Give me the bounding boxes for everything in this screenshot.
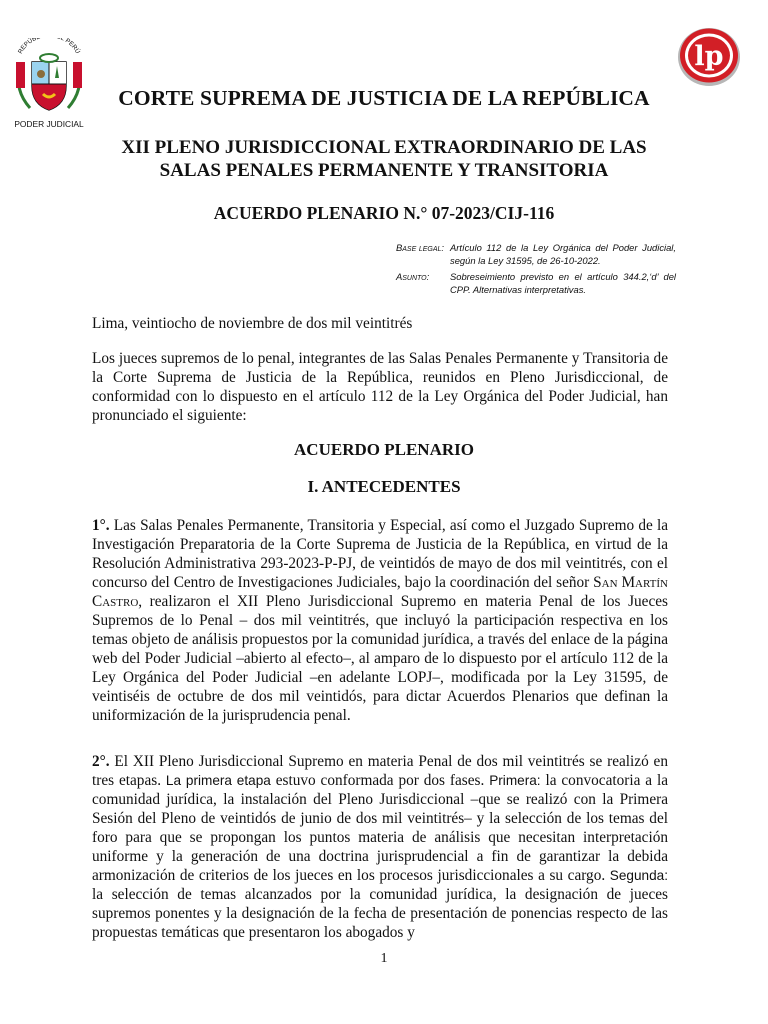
asunto-row: [396, 271, 676, 296]
crest-text-bottom: PODER JUDICIAL: [14, 119, 84, 129]
paragraph-2-text-e: la convocatoria a la comunidad jurídica, la instalación del Pleno Jurisdiccional –que se realizó con la Primera Sesión del Pleno de veintidós de junio de dos mil veintitrés– y la selección de los temas del foro para que se propongan los puntos materia de análisis que necesitan interpretación uniforme y la generación de una doctrina jurisprudencial a fin de garantizar la debida armonización de criterios de los jueces en los procesos jurisdiccionales a su cargo.: [92, 772, 668, 884]
paragraph-1: [92, 516, 668, 725]
intro-paragraph: Los jueces supremos de lo penal, integrantes de las Salas Penales Permanente y Transitoria de la Corte Suprema de Justicia de la República, reunidos en Pleno Jurisdiccional, de conformidad con lo dispuesto en el artículo 112 de la Ley Orgánica del Poder Judicial, han pronunciado el siguiente:: [92, 350, 668, 424]
lp-logo-text: lp: [694, 41, 724, 72]
paragraph-2-text-c: estuvo conformada por dos fases.: [270, 772, 490, 789]
asunto-value: Sobreseimiento previsto en el artículo 344.2,‘d’ del CPP. Alternativas interpretativas.: [450, 271, 676, 295]
paragraph-1-text-a: Las Salas Penales Permanente, Transitoria y Especial, así como el Juzgado Supremo de la Investigación Preparatoria de la Corte Suprema de Justicia de la República, en virtud de la Resolución Administrativa 293-2023-P-PJ, de veintidós de mayo de dos mil veintitrés, con el concurso del Centro de Investigaciones Judiciales, bajo la coordinación del señor: [92, 517, 668, 591]
pleno-title: [60, 136, 708, 182]
asunto-key: Asunto:: [396, 271, 430, 282]
paragraph-2: [92, 752, 668, 942]
paragraph-2-first-label: Primera:: [489, 773, 541, 788]
document-metadata: [396, 242, 676, 300]
crest-text-top: REPÚB L PERÚ: [16, 38, 82, 56]
court-title: CORTE SUPREMA DE JUSTICIA DE LA REPÚBLICA: [118, 86, 650, 110]
base-legal-row: [396, 242, 676, 267]
paragraph-2-number: 2°.: [92, 753, 110, 770]
acuerdo-number-title: ACUERDO PLENARIO N.° 07-2023/CIJ-116: [213, 203, 555, 223]
lp-logo: [676, 26, 742, 88]
pleno-title-line-2: SALAS PENALES PERMANENTE Y TRANSITORIA: [159, 160, 609, 181]
poder-judicial-crest: [10, 38, 88, 130]
paragraph-2-text-b: La primera etapa: [165, 773, 271, 788]
svg-text:REPÚBLICA DEL PERÚ: [17, 38, 83, 55]
base-legal-key: Base legal:: [396, 242, 445, 253]
paragraph-1-text-b: , realizaron el XII Pleno Jurisdiccional Supremo en materia Penal de los Jueces Supremos de lo Penal – dos mil veintitrés, que incluyó la participación respectiva en los temas objeto de análisis propuestos por la comunidad jurídica, a través del enlace de la página web del Poder Judicial –abierto al efecto–, al amparo de lo dispuesto por el artículo 112 de la Ley Orgánica del Poder Judicial –en adelante LOPJ–, modificada por la Ley 31595, de veintiséis de octubre de dos mil veintidós, para dictar Acuerdos Plenarios que definan la uniformización de la jurisprudencia penal.: [92, 593, 668, 724]
pleno-title-line-1: XII PLENO JURISDICCIONAL EXTRAORDINARIO DE LAS: [121, 137, 647, 158]
paragraph-2-text-a: El XII Pleno Jurisdiccional Supremo en materia Penal de dos mil veintitrés se realizó en tres etapas.: [92, 753, 668, 789]
paragraph-1-number: 1°.: [92, 517, 110, 534]
base-legal-value: Artículo 112 de la Ley Orgánica del Poder Judicial, según la Ley 31595, de 26-10-2022.: [450, 242, 676, 266]
coordinator-name: San Martín Castro: [92, 574, 668, 610]
date-line: Lima, veintiocho de noviembre de dos mil veintitrés: [92, 315, 413, 332]
paragraph-2-text-g: la selección de temas alcanzados por la comunidad jurídica, la designación de jueces supremos ponentes y la designación de la fecha de presentación de ponencias respecto de las propuestas temáticas que presentaron los abogados y: [92, 886, 668, 941]
paragraph-2-second-label: Segunda:: [609, 868, 668, 883]
section-title: ACUERDO PLENARIO: [294, 440, 474, 459]
page-number: 1: [380, 951, 388, 966]
subsection-title: I. ANTECEDENTES: [307, 477, 461, 496]
